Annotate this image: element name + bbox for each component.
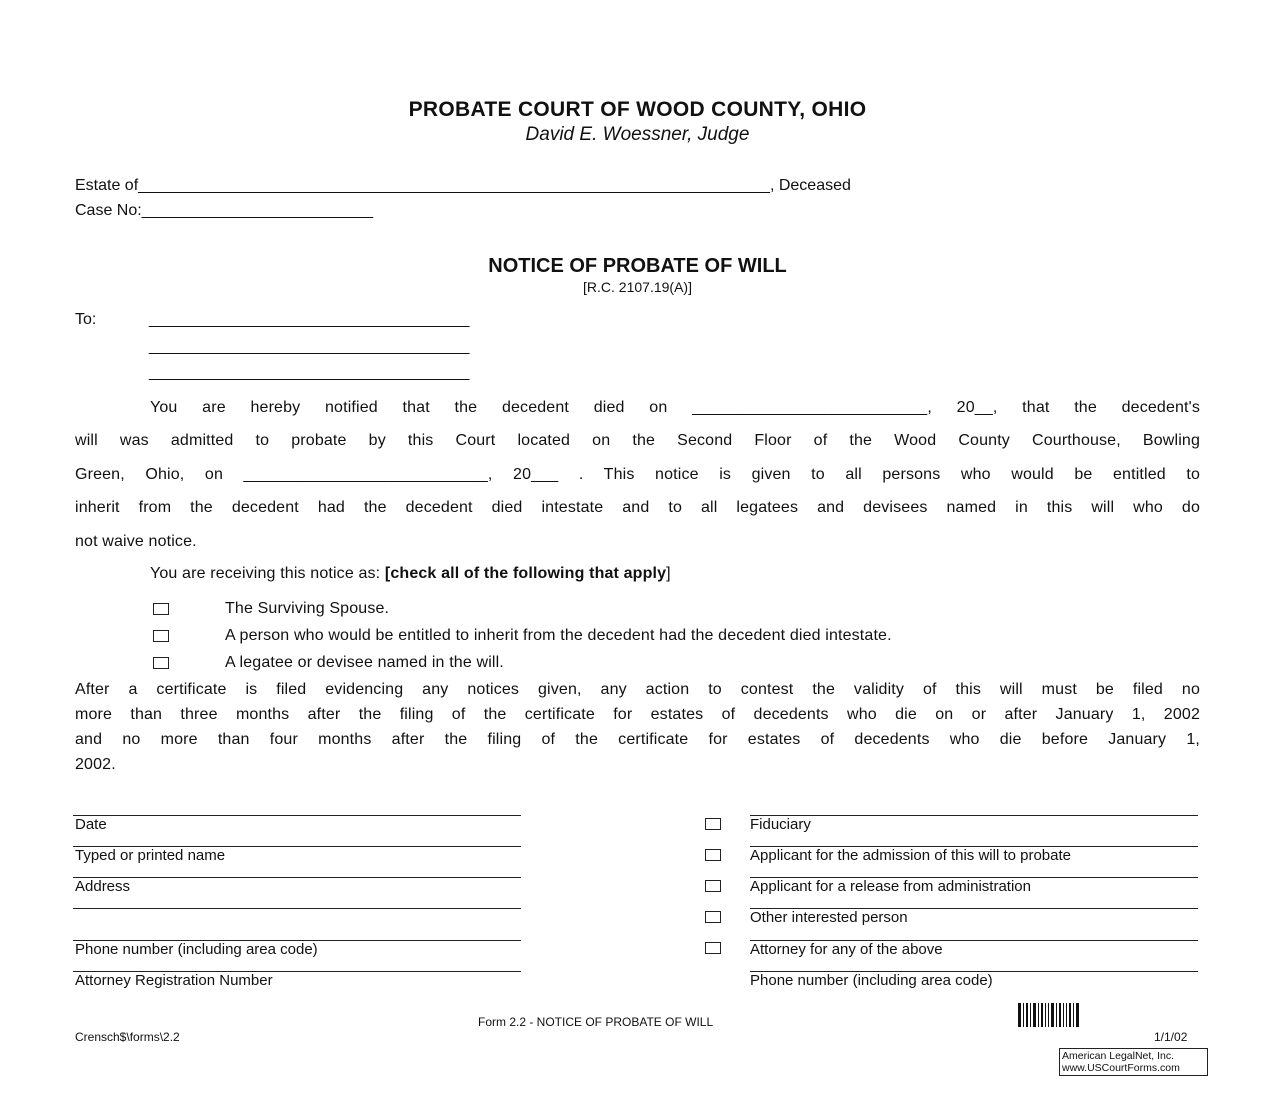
court-name: PROBATE COURT OF WOOD COUNTY, OHIO [408,98,867,121]
contest-line-3: and no more than four months after the filing of the certificate for estates of decedents who die before January 1, [75,731,1200,748]
recipient-field-2[interactable]: ____________________________________ [149,338,470,355]
notice-line-3: Green, Ohio, on ___________________________, 20___ . This notice is given to all persons who would be entitled to [75,466,1200,483]
publisher-url[interactable]: www.USCourtForms.com [1062,1062,1180,1074]
publisher-name: American LegalNet, Inc. [1062,1050,1175,1062]
attorney-checkbox[interactable] [705,942,721,954]
phone-label: Phone number (including area code) [75,941,318,958]
publisher-box [1059,1048,1208,1076]
form-name: Form 2.2 - NOTICE OF PROBATE OF WILL [478,1015,714,1029]
receiving-bold: [check all of the following that apply [384,565,667,582]
intestate-heir-label: A person who would be entitled to inherit from the decedent had the decedent died intestate. [225,627,892,644]
intestate-heir-checkbox[interactable] [153,630,169,642]
surviving-spouse-checkbox[interactable] [153,603,169,615]
legatee-checkbox[interactable] [153,657,169,669]
applicant-probate-label: Applicant for the admission of this will to probate [750,847,1071,864]
recipient-field-1[interactable]: ____________________________________ [149,311,470,328]
address-line-2[interactable] [73,908,521,909]
estate-name-field[interactable]: _______________________________________________________________________ [138,177,770,194]
fiduciary-label: Fiduciary [750,816,811,833]
case-line [75,202,373,220]
receiving-close: ] [666,565,671,582]
date-label: Date [75,816,107,833]
case-label: Case No: [75,202,142,219]
surviving-spouse-label: The Surviving Spouse. [225,600,390,617]
interested-person-checkbox[interactable] [705,911,721,923]
notice-line-5: not waive notice. [75,533,197,550]
recipient-field-3[interactable]: ____________________________________ [149,364,470,381]
notice-line-1: You are hereby notified that the decedent died on __________________________, 20__, that the decedent's [150,399,1200,416]
fiduciary-checkbox[interactable] [705,818,721,830]
right-phone-label: Phone number (including area code) [750,972,993,989]
deceased-suffix: , Deceased [769,177,851,194]
estate-label: Estate of [75,177,139,194]
to-label: To: [75,311,97,328]
applicant-release-checkbox[interactable] [705,880,721,892]
applicant-probate-checkbox[interactable] [705,849,721,861]
notice-line-4: inherit from the decedent had the decedent died intestate and to all legatees and devisees named in this will who do [75,499,1200,516]
receiving-prefix: You are receiving this notice as: [150,565,385,582]
contest-line-1: After a certificate is filed evidencing any notices given, any action to contest the validity of this will must be filed no [75,681,1200,698]
signature-line[interactable] [750,815,1198,816]
receiving-instruction [150,565,671,583]
estate-line [75,177,851,195]
contest-line-4: 2002. [75,756,116,773]
attorney-label: Attorney for any of the above [750,941,943,958]
address-line[interactable] [73,877,521,878]
date-line[interactable] [73,815,521,816]
notice-line-2: will was admitted to probate by this Court located on the Second Floor of the Wood County Courthouse, Bowling [75,432,1200,449]
registration-label: Attorney Registration Number [75,972,273,989]
case-number-field[interactable]: __________________________ [141,202,374,219]
judge-name: David E. Woessner, Judge [525,124,750,145]
form-title: NOTICE OF PROBATE OF WILL [488,255,787,277]
legatee-label: A legatee or devisee named in the will. [225,654,504,671]
form-path: Crensch$\forms\2.2 [75,1030,180,1044]
applicant-release-label: Applicant for a release from administration [750,878,1031,895]
barcode [1018,1003,1081,1027]
statute-reference: [R.C. 2107.19(A)] [583,279,692,295]
address-label: Address [75,878,131,895]
interested-person-label: Other interested person [750,909,908,926]
printed-name-label: Typed or printed name [75,847,226,864]
contest-line-2: more than three months after the filing of the certificate for estates of decedents who die on or after January 1, 2002 [75,706,1200,723]
form-date: 1/1/02 [1154,1030,1188,1044]
